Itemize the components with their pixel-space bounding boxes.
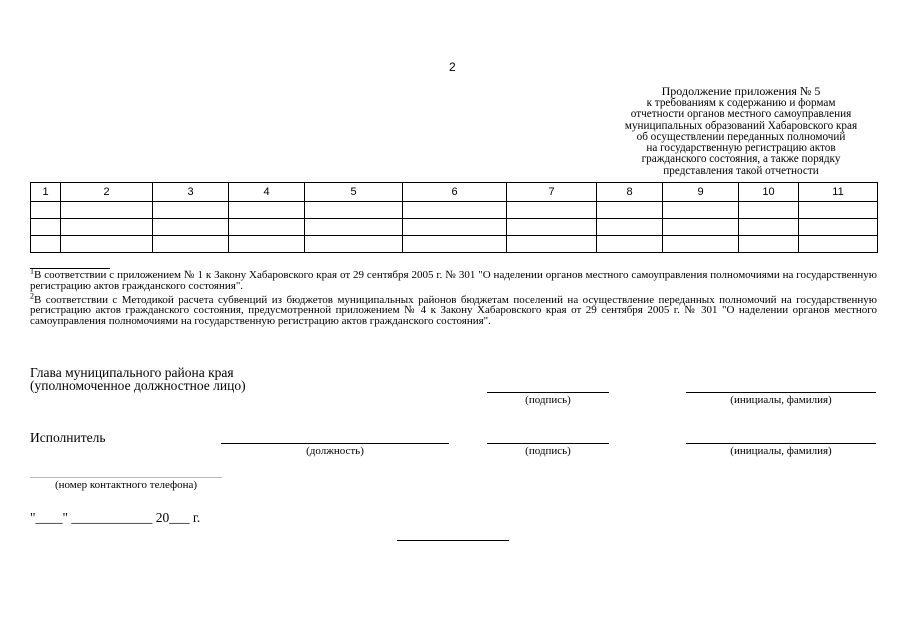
- table-cell: [61, 236, 153, 253]
- table-cell: [305, 202, 403, 219]
- table-cell: [663, 236, 739, 253]
- table-row: [31, 236, 878, 253]
- footnote-text: В соответствии с приложением № 1 к Закону Хабаровского края от 29 сентября 2005 г. № 301 "О наделении органов местного самоуправления полномочиями на государственную регистрацию актов гражданского состояния".: [30, 269, 877, 292]
- initials-line: [686, 392, 876, 393]
- footnote-mark: 2: [30, 290, 34, 300]
- column-number: 7: [507, 183, 597, 202]
- appendix-line: гражданского состояния, а также порядку: [641, 153, 841, 166]
- table-cell: [31, 202, 61, 219]
- footnote-text: В соответствии с Методикой расчета субвенций из бюджетов муниципальных районов бюджетам поселений на осуществление переданных полномочий на государственную регистрацию актов гражданского состояния, предусмотренной приложением № 4 к Закону Хабаровского края от 29 сентября 2005 г. № 301 "О наделении органов местного самоуправления полномочиями на государственную регистрацию актов гражданского состояния".: [30, 293, 877, 328]
- signature-caption: (подпись): [525, 394, 571, 406]
- initials-caption: (инициалы, фамилия): [730, 394, 832, 406]
- phone-line: [30, 477, 222, 478]
- column-number: 6: [403, 183, 507, 202]
- signature-line: [487, 392, 609, 393]
- table-cell: [229, 219, 305, 236]
- table-cell: [597, 202, 663, 219]
- table-cell: [597, 236, 663, 253]
- column-number: 4: [229, 183, 305, 202]
- column-number: 8: [597, 183, 663, 202]
- position-caption: (должность): [306, 445, 364, 457]
- table-cell: [305, 236, 403, 253]
- table-cell: [61, 202, 153, 219]
- appendix-header: [596, 84, 886, 177]
- appendix-line: к требованиям к содержанию и формам: [646, 97, 836, 109]
- column-number: 3: [153, 183, 229, 202]
- table-cell: [663, 219, 739, 236]
- column-number: 2: [61, 183, 153, 202]
- table-cell: [507, 202, 597, 219]
- page-number: 2: [449, 60, 456, 74]
- table-cell: [403, 202, 507, 219]
- table-cell: [507, 219, 597, 236]
- executor-label: Исполнитель: [30, 430, 106, 445]
- table-cell: [663, 202, 739, 219]
- column-number: 11: [799, 183, 878, 202]
- table-cell: [229, 202, 305, 219]
- table-cell: [31, 236, 61, 253]
- position-line: [221, 443, 449, 444]
- date-line: "____" ____________ 20___ г.: [30, 510, 201, 525]
- table-cell: [403, 219, 507, 236]
- table-cell: [153, 219, 229, 236]
- table-header-row: [31, 183, 878, 202]
- head-label: Глава муниципального района края: [30, 365, 234, 380]
- table-row: [31, 219, 878, 236]
- appendix-line: представления такой отчетности: [663, 164, 819, 177]
- footnote-1: [30, 266, 877, 292]
- column-number: 9: [663, 183, 739, 202]
- table-cell: [403, 236, 507, 253]
- table-cell: [507, 236, 597, 253]
- initials-caption: (инициалы, фамилия): [730, 445, 832, 457]
- appendix-line: муниципальных образований Хабаровского края: [624, 119, 858, 132]
- table-cell: [799, 219, 878, 236]
- table-cell: [739, 202, 799, 219]
- appendix-line: об осуществлении переданных полномочий: [636, 130, 846, 143]
- head-label-authorized: (уполномоченное должностное лицо): [30, 378, 246, 393]
- closing-rule: [397, 540, 509, 541]
- table-cell: [799, 202, 878, 219]
- footnote-2: [30, 290, 877, 328]
- table-cell: [153, 236, 229, 253]
- column-number: 1: [31, 183, 61, 202]
- table-cell: [229, 236, 305, 253]
- table-cell: [305, 219, 403, 236]
- report-table: [30, 182, 878, 253]
- signature-line: [487, 443, 609, 444]
- table-cell: [61, 219, 153, 236]
- appendix-line: на государственную регистрацию актов: [646, 142, 836, 155]
- table-cell: [739, 236, 799, 253]
- column-number: 5: [305, 183, 403, 202]
- table-cell: [153, 202, 229, 219]
- table-row: [31, 202, 878, 219]
- table-cell: [597, 219, 663, 236]
- footnotes: [30, 266, 877, 330]
- signature-caption: (подпись): [525, 445, 571, 457]
- column-number: 10: [739, 183, 799, 202]
- initials-line: [686, 443, 876, 444]
- table-cell: [739, 219, 799, 236]
- table-cell: [31, 219, 61, 236]
- phone-caption: (номер контактного телефона): [54, 479, 198, 491]
- table-cell: [799, 236, 878, 253]
- appendix-line: отчетности органов местного самоуправления: [630, 108, 852, 121]
- footnote-mark: 1: [30, 266, 34, 276]
- appendix-title: Продолжение приложения № 5: [661, 84, 821, 98]
